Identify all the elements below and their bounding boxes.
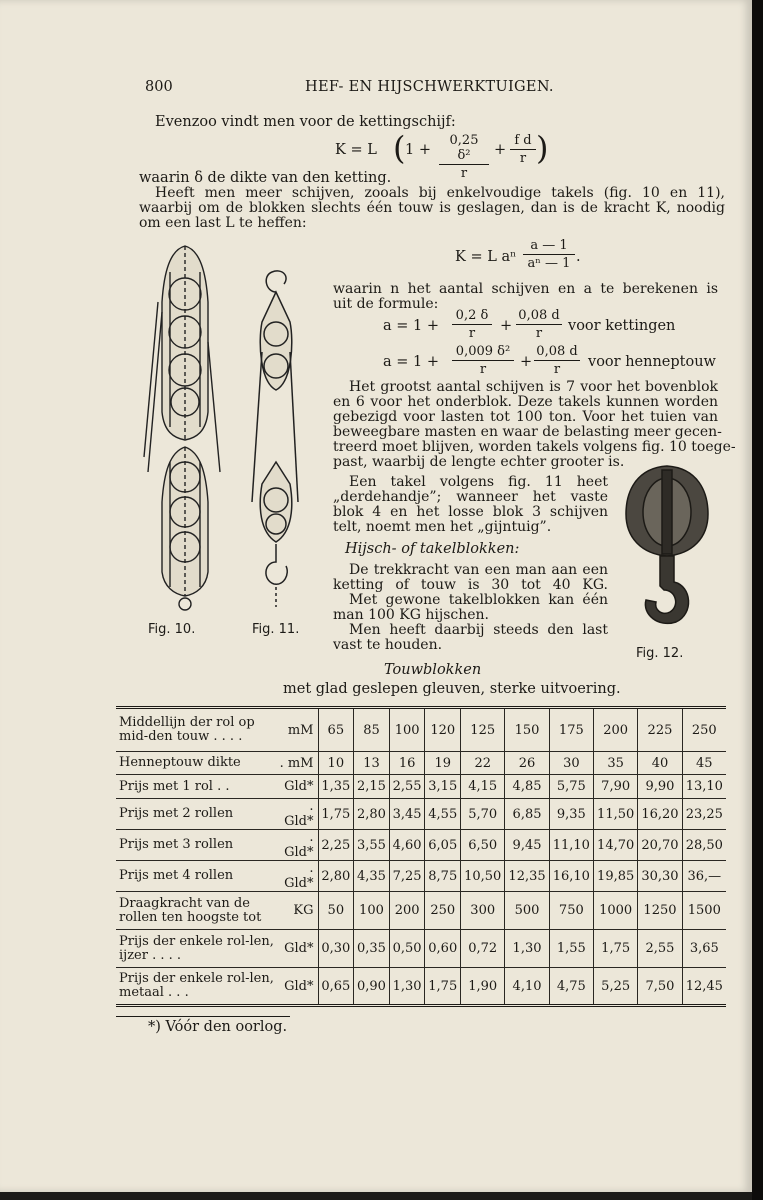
table-cell: 1,75 bbox=[425, 968, 461, 1006]
table-cell: 45 bbox=[682, 752, 726, 775]
table-cell: 3,15 bbox=[425, 775, 461, 799]
table-cell: 1,75 bbox=[594, 930, 638, 968]
table-cell: 250 bbox=[425, 892, 461, 930]
table-cell: 6,85 bbox=[505, 799, 549, 830]
table-cell: 2,25 bbox=[318, 830, 354, 861]
intro-text: Evenzoo vindt men voor de kettingschijf: bbox=[155, 114, 456, 130]
paragraph-5 bbox=[333, 563, 608, 653]
table-cell: 9,45 bbox=[505, 830, 549, 861]
row-label: Prijs der enkele rol-len, metaal . . . bbox=[116, 968, 276, 1006]
formula-k-plus: + bbox=[494, 142, 507, 158]
table-cell: 14,70 bbox=[594, 830, 638, 861]
paragraph-line: De trekkracht van een man aan een bbox=[349, 562, 608, 578]
waarin-line: waarin δ de dikte van den ketting. bbox=[139, 170, 392, 186]
table-row bbox=[116, 799, 726, 830]
table-cell: 36,— bbox=[682, 861, 726, 892]
paragraph-line: Heeft men meer schijven, zooals bij enkelvoudige takels (fig. 10 en 11), bbox=[155, 185, 725, 201]
table-row bbox=[116, 930, 726, 968]
price-table bbox=[116, 706, 726, 1007]
paragraph-line: Men heeft daarbij steeds den last bbox=[349, 622, 608, 638]
table-cell: 1,30 bbox=[389, 968, 425, 1006]
frac-numerator: f d bbox=[510, 133, 536, 150]
table-row bbox=[116, 775, 726, 799]
row-unit: Gld* bbox=[276, 968, 318, 1006]
table-cell: 13,10 bbox=[682, 775, 726, 799]
formula-frac bbox=[452, 308, 492, 341]
fig11-caption: Fig. 11. bbox=[252, 622, 300, 637]
frac-denominator: r bbox=[460, 166, 468, 181]
frac-numerator: 0,25 δ² bbox=[439, 133, 489, 165]
table-cell: 250 bbox=[682, 708, 726, 752]
paragraph-line: man 100 KG hijschen. bbox=[333, 607, 489, 623]
table-row bbox=[116, 892, 726, 930]
row-unit: . Gld* bbox=[276, 799, 318, 830]
paragraph-line: „derdehandje”; wanneer het vaste bbox=[333, 489, 608, 505]
table-cell: 16,10 bbox=[549, 861, 593, 892]
paragraph-line: Het grootst aantal schijven is 7 voor het bovenblok bbox=[349, 379, 718, 395]
pulley-block-fig10-illustration bbox=[140, 242, 230, 617]
formula-k-lhs: K = L bbox=[335, 142, 377, 158]
table-cell: 12,45 bbox=[682, 968, 726, 1006]
table-title: Touwblokken bbox=[384, 662, 482, 678]
table-cell: 1,75 bbox=[318, 799, 354, 830]
table-cell: 2,15 bbox=[354, 775, 390, 799]
paragraph-line: treerd moet blijven, worden takels volgens fig. 10 toege- bbox=[333, 439, 736, 455]
table-cell: 1,30 bbox=[505, 930, 549, 968]
table-cell: 7,90 bbox=[594, 775, 638, 799]
table-cell: 4,60 bbox=[389, 830, 425, 861]
paren-close: ) bbox=[536, 129, 549, 167]
table-cell: 1,90 bbox=[461, 968, 505, 1006]
paragraph-line: ketting of touw is 30 tot 40 KG. bbox=[333, 577, 608, 593]
table-cell: 225 bbox=[638, 708, 682, 752]
formula-k-frac2 bbox=[510, 133, 536, 166]
frac-numerator: a — 1 bbox=[523, 238, 575, 255]
formula-kn-frac bbox=[523, 238, 575, 271]
frac-denominator: r bbox=[468, 326, 476, 341]
table-cell: 300 bbox=[461, 892, 505, 930]
row-label: Prijs met 2 rollen bbox=[116, 799, 276, 830]
running-title: HEF- EN HIJSCHWERKTUIGEN. bbox=[305, 79, 554, 95]
row-label: Middellijn der rol op mid-den touw . . . . bbox=[116, 708, 276, 752]
table-cell: 6,50 bbox=[461, 830, 505, 861]
table-cell: 4,10 bbox=[505, 968, 549, 1006]
table-row bbox=[116, 752, 726, 775]
table-cell: 0,60 bbox=[425, 930, 461, 968]
table-cell: 2,55 bbox=[638, 930, 682, 968]
frac-numerator: 0,08 d bbox=[534, 344, 580, 361]
table-cell: 6,05 bbox=[425, 830, 461, 861]
table-cell: 10 bbox=[318, 752, 354, 775]
row-label: Prijs met 4 rollen bbox=[116, 861, 276, 892]
footnote: *) Vóór den oorlog. bbox=[148, 1019, 288, 1035]
formula-k-oneplus: 1 + bbox=[405, 142, 431, 158]
paragraph-line: vast te houden. bbox=[333, 637, 443, 653]
paragraph-line: om een last L te heffen: bbox=[139, 215, 307, 231]
table-row bbox=[116, 861, 726, 892]
frac-denominator: r bbox=[479, 362, 487, 377]
paragraph-4 bbox=[333, 475, 608, 535]
paragraph-line: gebezigd voor lasten tot 100 ton. Voor het tuien van bbox=[333, 409, 718, 425]
table-cell: 0,72 bbox=[461, 930, 505, 968]
table-cell: 0,35 bbox=[354, 930, 390, 968]
table-cell: 9,90 bbox=[638, 775, 682, 799]
formula-frac bbox=[534, 344, 580, 377]
table-cell: 200 bbox=[389, 892, 425, 930]
table-cell: 0,90 bbox=[354, 968, 390, 1006]
table-cell: 12,35 bbox=[505, 861, 549, 892]
table-cell: 500 bbox=[505, 892, 549, 930]
fig10-caption: Fig. 10. bbox=[148, 622, 196, 637]
paragraph-line: uit de formule: bbox=[333, 296, 439, 312]
paragraph-line: telt, noemt men het „gijntuig”. bbox=[333, 519, 552, 535]
book-spine bbox=[752, 0, 763, 1200]
table-cell: 65 bbox=[318, 708, 354, 752]
frac-numerator: 0,2 δ bbox=[452, 308, 492, 325]
row-unit: Gld* bbox=[276, 930, 318, 968]
table-cell: 4,35 bbox=[354, 861, 390, 892]
table-cell: 85 bbox=[354, 708, 390, 752]
row-unit: Gld* bbox=[276, 775, 318, 799]
table-cell: 2,80 bbox=[318, 861, 354, 892]
row-label: Prijs met 3 rollen bbox=[116, 830, 276, 861]
table-cell: 11,50 bbox=[594, 799, 638, 830]
formula-suffix: voor henneptouw bbox=[588, 354, 716, 370]
table-cell: 13 bbox=[354, 752, 390, 775]
table-cell: 9,35 bbox=[549, 799, 593, 830]
row-unit: . Gld* bbox=[276, 830, 318, 861]
table-cell: 16 bbox=[389, 752, 425, 775]
table-cell: 22 bbox=[461, 752, 505, 775]
formula-suffix: voor kettingen bbox=[568, 318, 676, 334]
frac-denominator: r bbox=[553, 362, 561, 377]
formula-plus: + bbox=[500, 318, 513, 334]
table-cell: 1,55 bbox=[549, 930, 593, 968]
frac-denominator: aⁿ — 1 bbox=[527, 256, 571, 271]
paragraph-line: beweegbare masten en waar de belasting meer gecen- bbox=[333, 424, 722, 440]
table-cell: 1,35 bbox=[318, 775, 354, 799]
frac-denominator: r bbox=[535, 326, 543, 341]
table-row bbox=[116, 968, 726, 1006]
table-cell: 3,65 bbox=[682, 930, 726, 968]
paragraph-line: past, waarbij de lengte echter grooter is. bbox=[333, 454, 625, 470]
paragraph-line: Een takel volgens fig. 11 heet bbox=[349, 474, 608, 490]
table-cell: 5,70 bbox=[461, 799, 505, 830]
table-cell: 16,20 bbox=[638, 799, 682, 830]
table-cell: 750 bbox=[549, 892, 593, 930]
table-cell: 7,50 bbox=[638, 968, 682, 1006]
table-row bbox=[116, 830, 726, 861]
table-cell: 1250 bbox=[638, 892, 682, 930]
frac-denominator: r bbox=[519, 151, 527, 166]
page-number: 800 bbox=[145, 79, 173, 95]
table-cell: 2,55 bbox=[389, 775, 425, 799]
table-cell: 4,85 bbox=[505, 775, 549, 799]
table-cell: 0,65 bbox=[318, 968, 354, 1006]
paragraph-line: Met gewone takelblokken kan één bbox=[349, 592, 608, 608]
table-cell: 19 bbox=[425, 752, 461, 775]
pulley-block-fig12-illustration bbox=[622, 462, 712, 640]
paragraph-3 bbox=[333, 379, 736, 470]
formula-lhs: a = 1 + bbox=[383, 318, 439, 334]
formula-lhs: a = 1 + bbox=[383, 354, 439, 370]
table-cell: 35 bbox=[594, 752, 638, 775]
table-cell: 20,70 bbox=[638, 830, 682, 861]
table-cell: 50 bbox=[318, 892, 354, 930]
subheading: Hijsch- of takelblokken: bbox=[345, 541, 520, 557]
paragraph-line: en 6 voor het onderblok. Deze takels kunnen worden bbox=[333, 394, 718, 410]
formula-k-frac1 bbox=[439, 133, 489, 181]
table-cell: 175 bbox=[549, 708, 593, 752]
table-cell: 150 bbox=[505, 708, 549, 752]
table-cell: 11,10 bbox=[549, 830, 593, 861]
table-cell: 26 bbox=[505, 752, 549, 775]
formula-plus: + bbox=[520, 354, 533, 370]
formula-kn-dot: . bbox=[576, 249, 581, 265]
paragraph-line: waarbij om de blokken slechts één touw is geslagen, dan is de kracht K, noodig bbox=[139, 200, 725, 216]
pulley-block-fig11-illustration bbox=[248, 262, 308, 617]
table-cell: 40 bbox=[638, 752, 682, 775]
table-subtitle: met glad geslepen gleuven, sterke uitvoering. bbox=[283, 681, 621, 697]
row-unit: . mM bbox=[276, 752, 318, 775]
table-cell: 4,15 bbox=[461, 775, 505, 799]
table-cell: 3,45 bbox=[389, 799, 425, 830]
row-unit: KG bbox=[276, 892, 318, 930]
table-cell: 28,50 bbox=[682, 830, 726, 861]
table-cell: 0,50 bbox=[389, 930, 425, 968]
row-unit: . Gld* bbox=[276, 861, 318, 892]
table-header-row bbox=[116, 708, 726, 752]
formula-frac bbox=[516, 308, 562, 341]
table-cell: 4,75 bbox=[549, 968, 593, 1006]
row-label: Prijs met 1 rol . . bbox=[116, 775, 276, 799]
frac-numerator: 0,009 δ² bbox=[452, 344, 514, 361]
table-cell: 100 bbox=[354, 892, 390, 930]
table-cell: 3,55 bbox=[354, 830, 390, 861]
table-cell: 0,30 bbox=[318, 930, 354, 968]
table-cell: 23,25 bbox=[682, 799, 726, 830]
row-unit: mM bbox=[276, 708, 318, 752]
table-cell: 30 bbox=[549, 752, 593, 775]
paragraph-line: blok 4 en het losse blok 3 schijven bbox=[333, 504, 608, 520]
row-label: Prijs der enkele rol-len, ijzer . . . . bbox=[116, 930, 276, 968]
frac-numerator: 0,08 d bbox=[516, 308, 562, 325]
footnote-separator bbox=[116, 1016, 290, 1017]
table-cell: 200 bbox=[594, 708, 638, 752]
table-cell: 100 bbox=[389, 708, 425, 752]
table-cell: 10,50 bbox=[461, 861, 505, 892]
paragraph-line: waarin n het aantal schijven en a te berekenen is bbox=[333, 281, 718, 297]
paragraph-1 bbox=[139, 186, 725, 231]
table-cell: 19,85 bbox=[594, 861, 638, 892]
paren-open: ( bbox=[393, 129, 406, 167]
table-cell: 7,25 bbox=[389, 861, 425, 892]
table-cell: 1500 bbox=[682, 892, 726, 930]
row-label: Draagkracht van de rollen ten hoogste tot bbox=[116, 892, 276, 930]
table-cell: 120 bbox=[425, 708, 461, 752]
table-cell: 8,75 bbox=[425, 861, 461, 892]
fig12-caption: Fig. 12. bbox=[636, 646, 684, 661]
table-cell: 125 bbox=[461, 708, 505, 752]
table-cell: 4,55 bbox=[425, 799, 461, 830]
row-label: Henneptouw dikte bbox=[116, 752, 276, 775]
table-cell: 5,75 bbox=[549, 775, 593, 799]
table-cell: 2,80 bbox=[354, 799, 390, 830]
formula-frac bbox=[452, 344, 514, 377]
formula-kn-lhs: K = L aⁿ bbox=[455, 249, 517, 265]
table-cell: 1000 bbox=[594, 892, 638, 930]
table-cell: 5,25 bbox=[594, 968, 638, 1006]
table-cell: 30,30 bbox=[638, 861, 682, 892]
